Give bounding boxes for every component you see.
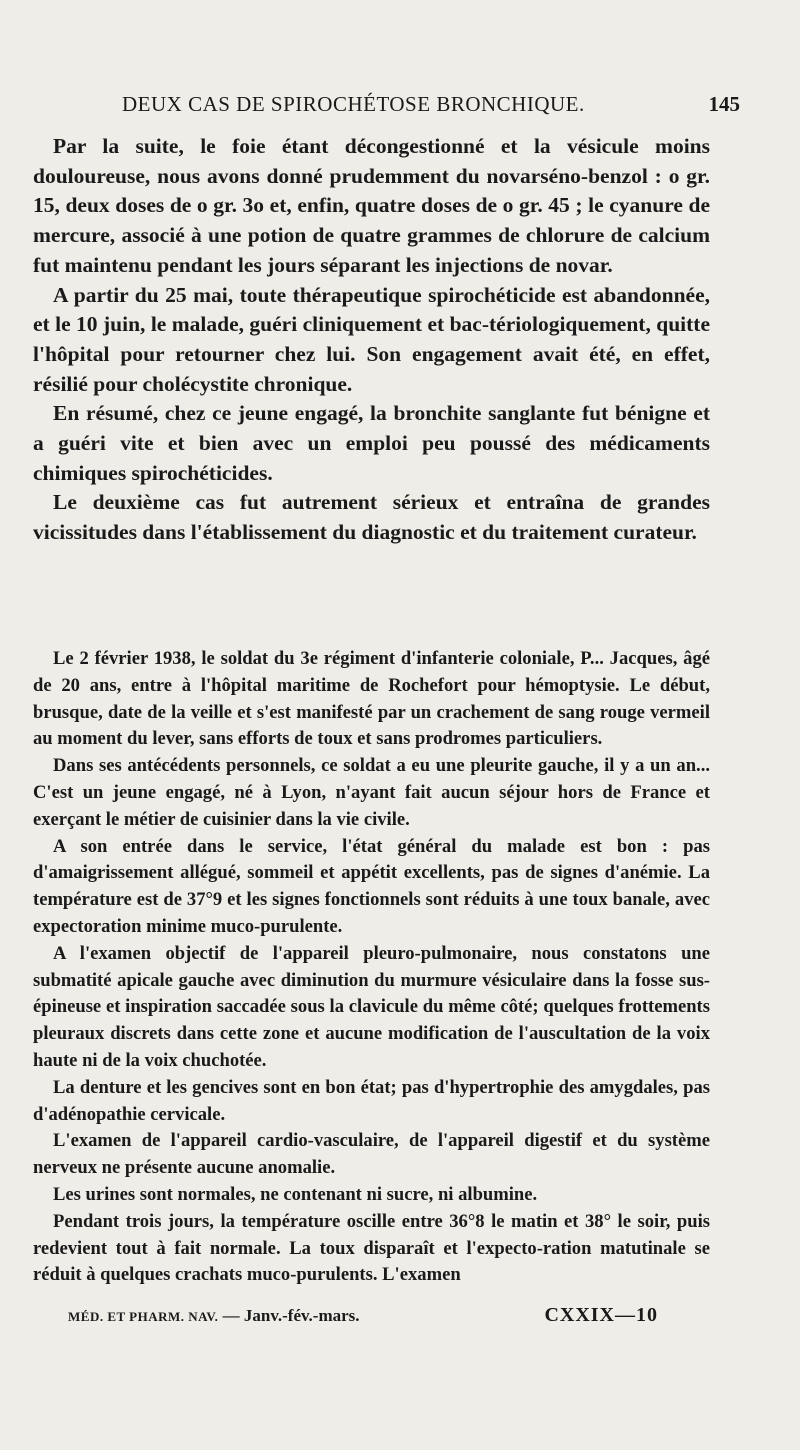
page-header — [40, 92, 740, 120]
paragraph: La denture et les gencives sont en bon état; pas d'hypertrophie des amygdales, pas d'adénopathie cervicale. — [33, 1076, 710, 1125]
paragraph: Par la suite, le foie étant décongestionné et la vésicule moins douloureuse, nous avons donné prudemment du novarséno-benzol : o gr. 15, deux doses de o gr. 3o et, enfin, quatre doses de o gr. 45 ; le cyanure de mercure, associé à une potion de quatre grammes de chlorure de calcium fut maintenu pendant les jours séparant les injections de novar. — [33, 134, 710, 277]
paragraph: A son entrée dans le service, l'état général du malade est bon : pas d'amaigrissement allégué, sommeil et appétit excellents, pas de signes d'anémie. La température est de 37°9 et les signes fonctionnels sont réduits à une toux banale, avec expectoration minime muco-purulente. — [33, 835, 710, 937]
journal-issue: — Janv.-fév.-mars. — [218, 1306, 360, 1325]
page-footer — [68, 1306, 658, 1330]
paragraph: Les urines sont normales, ne contenant ni sucre, ni albumine. — [53, 1183, 538, 1205]
paragraph: Le 2 février 1938, le soldat du 3e régiment d'infanterie coloniale, P... Jacques, âgé de 20 ans, entre à l'hôpital maritime de Rochefort pour hémoptysie. Le début, brusque, date de la veille et s'est manifesté par un crachement de sang rouge vermeil au moment du lever, sans efforts de toux et sans prodromes particuliers. — [33, 648, 710, 750]
paragraph: A partir du 25 mai, toute thérapeutique spirochéticide est abandonnée, et le 10 juin, le malade, guéri cliniquement et bac-tériologiquement, quitte l'hôpital pour retourner chez lui. Son engagement avait été, en effet, résilié pour cholécystite chronique. — [33, 282, 710, 396]
paragraph: En résumé, chez ce jeune engagé, la bronchite sanglante fut bénigne et a guéri vite et bien avec un emploi peu poussé des médicaments chimiques spirochéticides. — [33, 401, 710, 485]
paragraph: A l'examen objectif de l'appareil pleuro-pulmonaire, nous constatons une submatité apicale gauche avec diminution du murmure vésiculaire dans la fosse sus-épineuse et inspiration saccadée sous la clavicule du même côté; quelques frottements pleuraux discrets dans cette zone et aucune modification de l'auscultation de la voix haute ni de la voix chuchotée. — [33, 942, 710, 1071]
main-text-block — [33, 132, 710, 548]
paragraph: L'examen de l'appareil cardio-vasculaire, de l'appareil digestif et du système nerveux ne présente aucune anomalie. — [33, 1130, 710, 1179]
paragraph: Pendant trois jours, la température oscille entre 36°8 le matin et 38° le soir, puis redevient tout à fait normale. La toux disparaît et l'expecto-ration matutinale se réduit à quelques crachats muco-purulents. L'examen — [33, 1210, 710, 1286]
footer-journal — [68, 1306, 360, 1326]
journal-name: MÉD. ET PHARM. NAV. — [68, 1309, 219, 1324]
case-report-block — [33, 646, 710, 1289]
printer-signature: CXXIX—10 — [544, 1304, 658, 1326]
page-number: 145 — [708, 92, 740, 116]
running-title: DEUX CAS DE SPIROCHÉTOSE BRONCHIQUE. — [122, 92, 585, 116]
paragraph: Dans ses antécédents personnels, ce soldat a eu une pleurite gauche, il y a un an... C'est un jeune engagé, né à Lyon, n'ayant fait aucun séjour hors de France et exerçant le métier de cuisinier dans la vie civile. — [33, 755, 710, 830]
paragraph: Le deuxième cas fut autrement sérieux et entraîna de grandes vicissitudes dans l'établissement du diagnostic et du traitement curateur. — [33, 490, 710, 545]
